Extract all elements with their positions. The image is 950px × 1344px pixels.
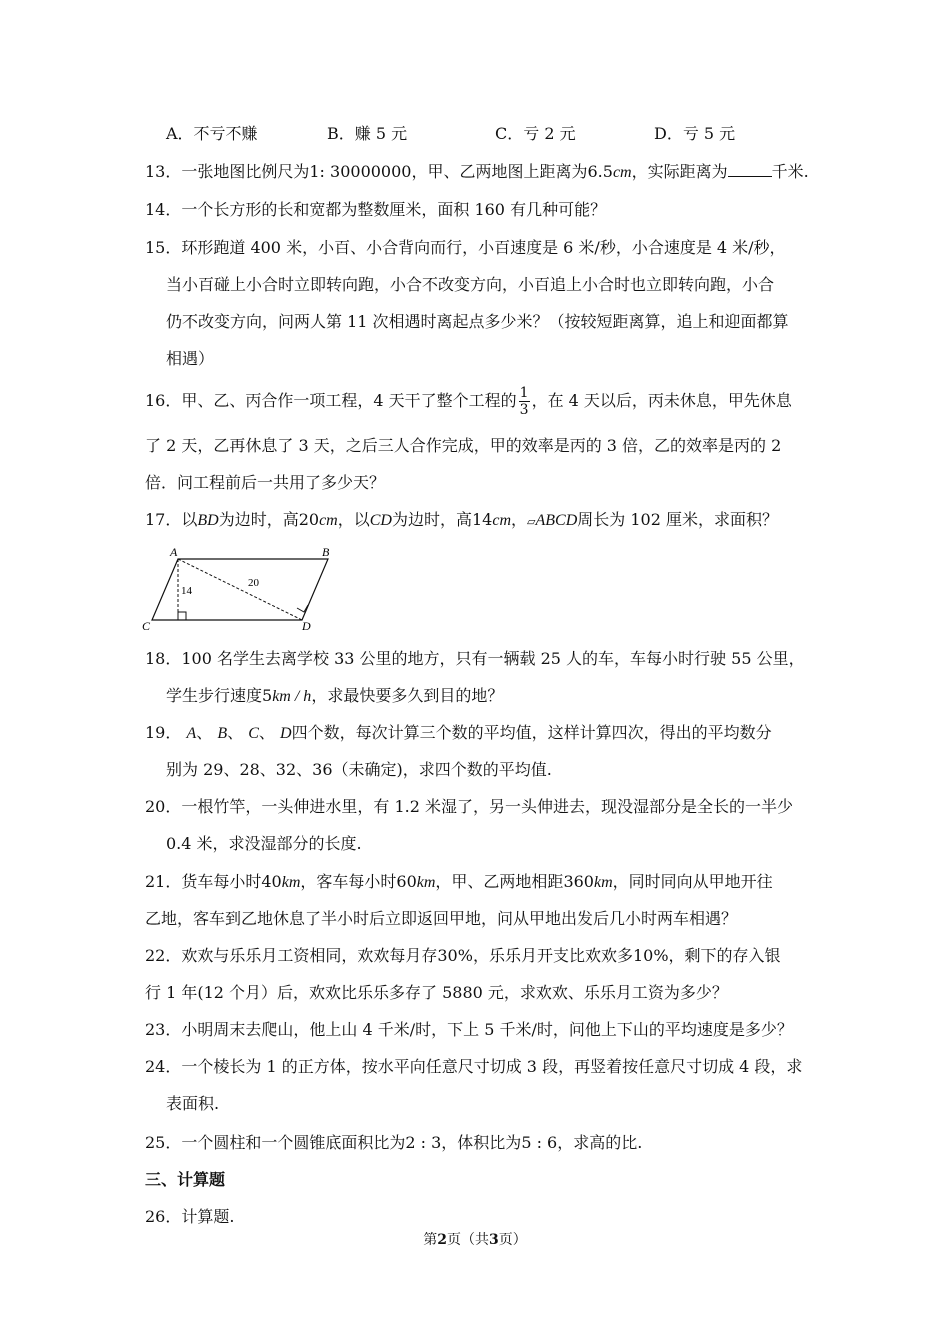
option-a: A．不亏不赚 bbox=[166, 124, 258, 143]
fraction-one-third bbox=[519, 385, 530, 418]
question-24-line-2: 表面积. bbox=[166, 1094, 220, 1113]
question-15-line-2: 当小百碰上小合时立即转向跑，小合不改变方向，小百追上小合时也立即转向跑，小合 bbox=[166, 275, 775, 294]
question-21-line-1 bbox=[145, 872, 773, 893]
q21-text-3: ，甲、乙两地相距 bbox=[435, 872, 564, 891]
sep-1: 、 bbox=[196, 723, 213, 742]
q17-text-1: 17．以 bbox=[145, 510, 198, 529]
q21-v2: 60 bbox=[396, 872, 417, 891]
q17-height-2: 14 bbox=[472, 510, 493, 529]
var-b: B bbox=[217, 725, 228, 742]
option-b: B．赚 5 元 bbox=[327, 124, 408, 143]
footer-page: 2 bbox=[437, 1232, 447, 1248]
var-c: C bbox=[248, 725, 259, 742]
section-title: 三、计算题 bbox=[145, 1170, 226, 1189]
question-20-line-1: 20．一根竹竿，一头伸进水里，有 1.2 米湿了，另一头伸进去，现没湿部分是全长的一半少 bbox=[145, 797, 793, 816]
q21-d: 360 bbox=[563, 872, 594, 891]
question-15-line-1: 15．环形跑道 400 米，小百、小合背向而行，小百速度是 6 米/秒，小合速度是 4 米/秒， bbox=[145, 238, 786, 257]
label-20: 20 bbox=[248, 577, 259, 589]
q19-number: 19． bbox=[145, 723, 182, 742]
question-17 bbox=[145, 510, 778, 532]
q17-unit-1: cm bbox=[319, 512, 338, 529]
q18-text-1: 学生步行速度 bbox=[166, 686, 263, 705]
q21-v1: 40 bbox=[261, 872, 282, 891]
question-26: 26．计算题. bbox=[145, 1207, 235, 1226]
q19-text: 四个数，每次计算三个数的平均值，这样计算四次，得出的平均数分 bbox=[291, 723, 772, 742]
q22-text-3: ，剩下的存入银 bbox=[668, 946, 781, 965]
footer-text-1: 第 bbox=[423, 1232, 438, 1248]
question-15-line-4: 相遇） bbox=[166, 349, 215, 368]
vertex-b: B bbox=[322, 546, 330, 559]
q25-ratio-1: 2 : 3 bbox=[405, 1133, 442, 1152]
q17-text-3: ，以 bbox=[337, 510, 370, 529]
fraction-numerator: 1 bbox=[519, 385, 529, 401]
q17-text-6: 周长为 102 厘米，求面积？ bbox=[577, 510, 778, 529]
vertex-d: D bbox=[302, 619, 311, 633]
parallelogram-symbol: ▱ bbox=[527, 515, 536, 528]
q17-bd: BD bbox=[197, 512, 219, 529]
question-25 bbox=[145, 1133, 642, 1153]
right-angle-mark-1 bbox=[178, 612, 186, 620]
q21-km-2: km bbox=[416, 874, 436, 891]
question-13 bbox=[145, 162, 809, 183]
q13-text-1: 13．一张地图比例尺为 bbox=[145, 162, 310, 181]
q18-unit: km / h bbox=[272, 688, 312, 705]
question-16-line-2: 了 2 天，乙再休息了 3 天，之后三人合作完成，甲的效率是丙的 3 倍，乙的效率是丙的 2 bbox=[145, 436, 782, 455]
q25-text-1: 25．一个圆柱和一个圆锥底面积比为 bbox=[145, 1133, 406, 1152]
option-c: C．亏 2 元 bbox=[495, 124, 576, 143]
var-a: A bbox=[186, 725, 197, 742]
q18-text-2: ，求最快要多久到目的地？ bbox=[311, 686, 504, 705]
q17-unit-2: cm bbox=[492, 512, 512, 529]
q18-speed: 5 bbox=[262, 686, 273, 705]
q22-text-1: 22．欢欢与乐乐月工资相同，欢欢每月存 bbox=[145, 946, 438, 965]
question-19-line-2: 别为 29、28、32、36（未确定)，求四个数的平均值. bbox=[166, 760, 552, 779]
q13-text-2: ，甲、乙两地图上距离为 bbox=[411, 162, 588, 181]
page-footer bbox=[0, 1229, 950, 1249]
q13-ratio: 1: 30000000 bbox=[309, 162, 412, 181]
q21-text-1: 21．货车每小时 bbox=[145, 872, 262, 891]
q22-text-2: ，乐乐月开支比欢欢多 bbox=[472, 946, 633, 965]
parallelogram-figure bbox=[140, 546, 350, 634]
diagonal-line bbox=[178, 559, 302, 620]
question-16-line-1 bbox=[145, 384, 792, 418]
label-14: 14 bbox=[181, 585, 192, 597]
question-18-line-1: 18．100 名学生去离学校 33 公里的地方，只有一辆载 25 人的车，车每小时行驶 55 公里， bbox=[145, 649, 805, 668]
sep-3: 、 bbox=[258, 723, 275, 742]
q17-text-2: 为边时，高 bbox=[218, 510, 299, 529]
q13-unit: cm bbox=[612, 164, 632, 181]
q22-pct-1: 30% bbox=[437, 946, 473, 965]
question-21-line-2: 乙地，客车到乙地休息了半小时后立即返回甲地，问从甲地出发后几小时两车相遇？ bbox=[145, 909, 738, 928]
question-24-line-1: 24．一个棱长为 1 的正方体，按水平向任意尺寸切成 3 段，再竖着按任意尺寸切成 4 段，求 bbox=[145, 1057, 803, 1076]
q13-distance: 6.5 bbox=[587, 162, 613, 181]
q17-text-5: ， bbox=[511, 510, 528, 529]
footer-text-2: 页（共 bbox=[447, 1232, 489, 1248]
q21-text-2: ，客车每小时 bbox=[300, 872, 397, 891]
answer-blank bbox=[728, 162, 772, 177]
question-22-line-1 bbox=[145, 946, 781, 966]
question-16-line-3: 倍．问工程前后一共用了多少天？ bbox=[145, 473, 386, 492]
q22-pct-2: 10% bbox=[632, 946, 669, 965]
question-20-line-2: 0.4 米，求没湿部分的长度. bbox=[166, 834, 362, 853]
footer-total: 3 bbox=[489, 1232, 499, 1248]
q17-cd: CD bbox=[369, 512, 392, 529]
q16-text-1: 16．甲、乙、丙合作一项工程，4 天干了整个工程的 bbox=[145, 391, 517, 410]
question-18-line-2 bbox=[166, 686, 503, 707]
q17-text-4: 为边时，高 bbox=[391, 510, 472, 529]
q21-text-4: ，同时同向从甲地开往 bbox=[612, 872, 773, 891]
q25-text-3: ，求高的比. bbox=[557, 1133, 643, 1152]
question-23: 23．小明周末去爬山，他上山 4 千米/时，下上 5 千米/时，问他上下山的平均速度是多少？ bbox=[145, 1020, 793, 1039]
question-15-line-3: 仍不改变方向，问两人第 11 次相遇时离起点多少米？（按较短距离算，追上和迎面都算 bbox=[166, 312, 789, 331]
q21-km-1: km bbox=[281, 874, 301, 891]
sep-2: 、 bbox=[227, 723, 244, 742]
question-14: 14．一个长方形的长和宽都为整数厘米，面积 160 有几种可能？ bbox=[145, 200, 607, 219]
q21-km-3: km bbox=[593, 874, 613, 891]
vertex-c: C bbox=[142, 619, 151, 633]
q25-text-2: ，体积比为 bbox=[441, 1133, 522, 1152]
q25-ratio-2: 5 : 6 bbox=[521, 1133, 558, 1152]
question-19-line-1 bbox=[145, 723, 772, 744]
q17-abcd: ABCD bbox=[535, 512, 578, 529]
option-d: D．亏 5 元 bbox=[654, 124, 736, 143]
vertex-a: A bbox=[170, 546, 178, 559]
footer-text-3: 页） bbox=[498, 1232, 527, 1248]
q17-height-1: 20 bbox=[298, 510, 320, 529]
var-d: D bbox=[280, 725, 292, 742]
q13-text-3: ，实际距离为 bbox=[631, 162, 728, 181]
q16-text-2: ，在 4 天以后，丙未休息，甲先休息 bbox=[531, 391, 792, 410]
q13-text-4: 千米. bbox=[771, 162, 809, 181]
question-22-line-2: 行 1 年(12 个月）后，欢欢比乐乐多存了 5880 元，求欢欢、乐乐月工资为多少？ bbox=[145, 983, 728, 1002]
fraction-denominator: 3 bbox=[519, 402, 529, 418]
